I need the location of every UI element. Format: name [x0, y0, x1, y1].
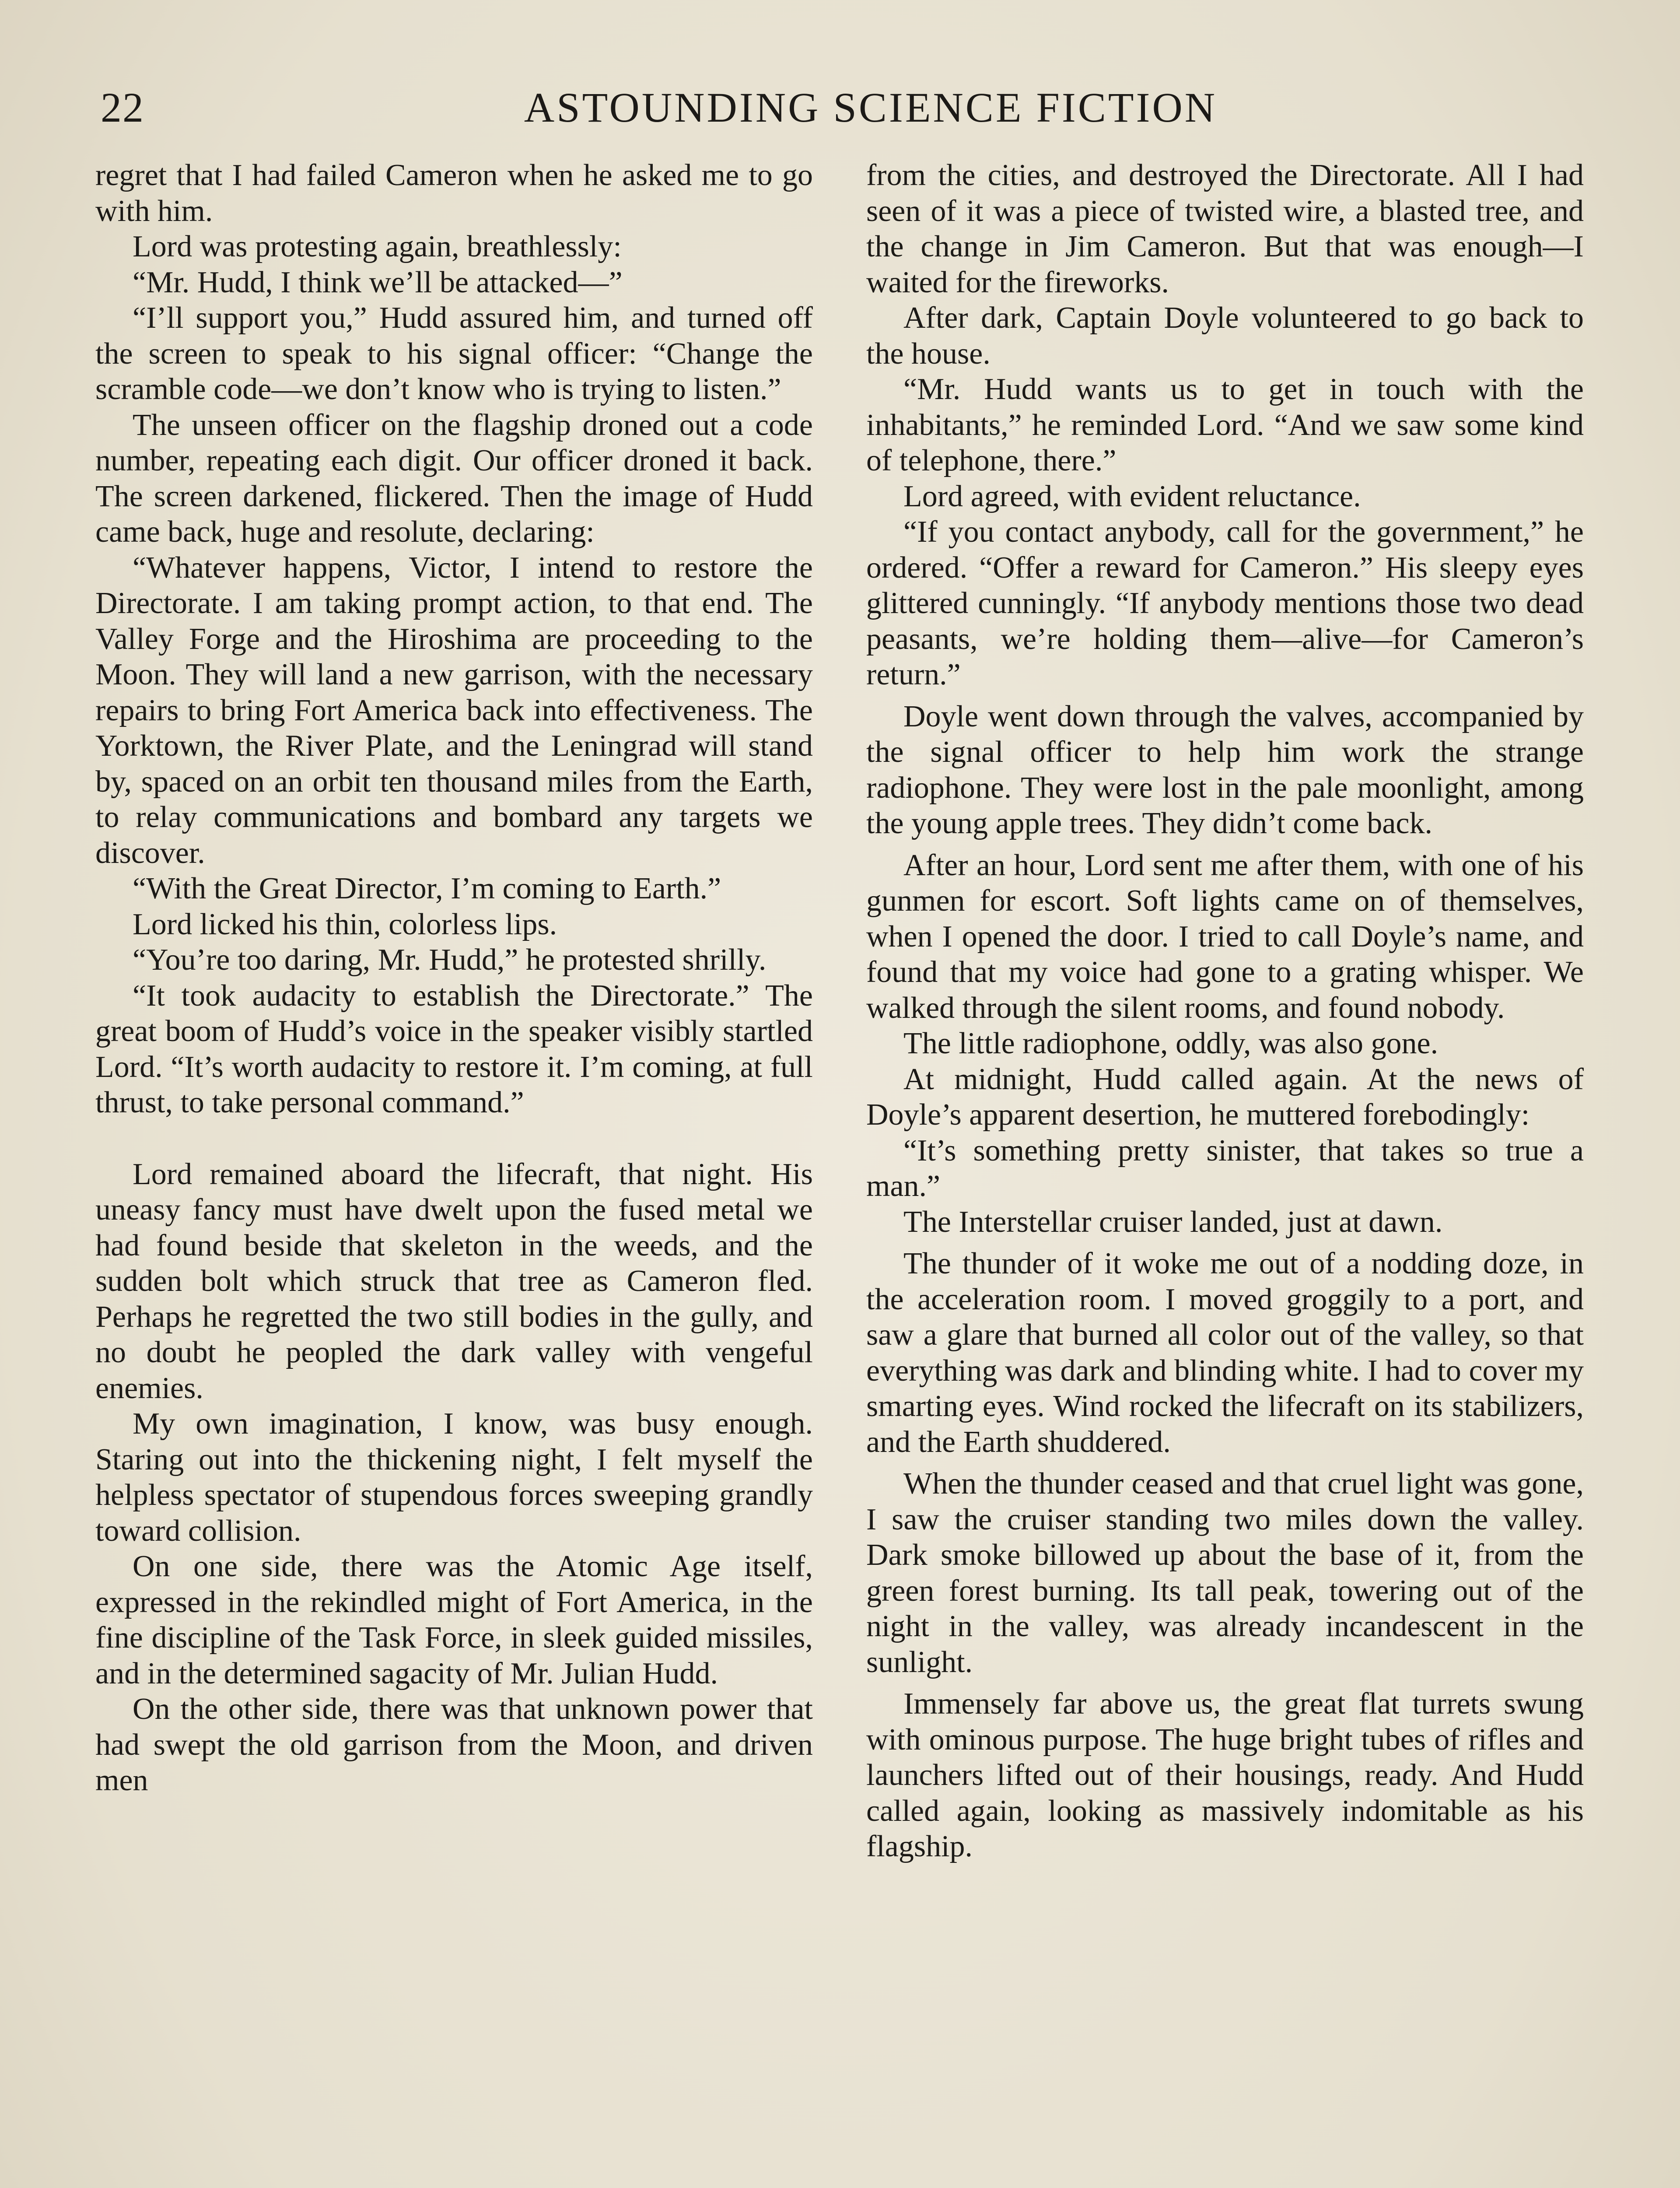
paragraph: When the thunder ceased and that cruel light was gone, I saw the cruiser standing two miles down the valley. Dark smoke billowed up about the base of it, from the green forest burning. Its tall peak, towering out of the night in the valley, was already incandescent in the sunlight.	[866, 1467, 1584, 1679]
paragraph: The thunder of it woke me out of a nodding doze, in the acceleration room. I moved groggily to a port, and saw a glare that burned all color out of the valley, so that everything was dark and blinding white. I had to cover my smarting eyes. Wind rocked the lifecraft on its stabilizers, and the Earth shuddered.	[866, 1247, 1584, 1459]
paragraph: “Whatever happens, Victor, I intend to restore the Directorate. I am taking prompt action, to that end. The Valley Forge and the Hiroshima are proceeding to the Moon. They will land a new garrison, with the necessary repairs to bring Fort America back into effectiveness. The Yorktown, the River Plate, and the Leningrad will stand by, spaced on an orbit ten thousand miles from the Earth, to relay communications and bombard any targets we discover.	[95, 551, 813, 870]
paragraph: from the cities, and destroyed the Directorate. All I had seen of it was a piece of twisted wire, a blasted tree, and the change in Jim Cameron. But that was enough—I waited for the fireworks.	[866, 158, 1584, 299]
paragraph: Lord agreed, with evident reluctance.	[903, 479, 1361, 513]
paragraph: At midnight, Hudd called again. At the news of Doyle’s apparent desertion, he muttered forebodingly:	[866, 1062, 1584, 1132]
page-header	[101, 83, 1579, 140]
running-head: ASTOUNDING SCIENCE FICTION	[524, 84, 1218, 131]
paragraph: “It’s something pretty sinister, that takes so true a man.”	[866, 1133, 1584, 1203]
paragraph: The little radiophone, oddly, was also gone.	[903, 1027, 1438, 1060]
paragraph: “Mr. Hudd wants us to get in touch with the inhabitants,” he reminded Lord. “And we saw some kind of telephone, there.”	[866, 372, 1584, 477]
paragraph: Doyle went down through the valves, accompanied by the signal officer to help him work the strange radiophone. They were lost in the pale moonlight, among the young apple trees. They didn’t come back.	[866, 699, 1584, 840]
paragraph: regret that I had failed Cameron when he asked me to go with him.	[95, 158, 813, 228]
paragraph: After dark, Captain Doyle volunteered to go back to the house.	[866, 301, 1584, 371]
paragraph: On the other side, there was that unknown power that had swept the old garrison from the Moon, and driven men	[95, 1692, 813, 1797]
paragraph: Lord licked his thin, colorless lips.	[133, 907, 557, 941]
paragraph: “With the Great Director, I’m coming to Earth.”	[133, 872, 721, 905]
paragraph: The Interstellar cruiser landed, just at dawn.	[903, 1205, 1443, 1239]
right-column	[866, 158, 1584, 1865]
paragraph: “If you contact anybody, call for the government,” he ordered. “Offer a reward for Cameron.” His sleepy eyes glittered cunningly. “If anybody mentions those two dead peasants, we’re holding them—alive—for Cameron’s return.”	[866, 515, 1584, 691]
paragraph: “You’re too daring, Mr. Hudd,” he protested shrilly.	[133, 943, 766, 977]
paragraph: My own imagination, I know, was busy enough. Staring out into the thickening night, I felt myself the helpless spectator of stupendous forces sweeping grandly toward collision.	[95, 1407, 813, 1548]
paragraph: Immensely far above us, the great flat turrets swung with ominous purpose. The huge bright tubes of rifles and launchers lifted out of their housings, ready. And Hudd called again, looking as massively indomitable as his flagship.	[866, 1687, 1584, 1863]
paragraph: After an hour, Lord sent me after them, with one of his gunmen for escort. Soft lights came on of themselves, when I opened the door. I tried to call Doyle’s name, and found that my voice had gone to a grating whisper. We walked through the silent rooms, and found nobody.	[866, 848, 1584, 1025]
paragraph: Lord remained aboard the lifecraft, that night. His uneasy fancy must have dwelt upon the fused metal we had found beside that skeleton in the weeds, and the sudden bolt which struck that tree as Cameron fled. Perhaps he regretted the two still bodies in the gully, and no doubt he peopled the dark valley with vengeful enemies.	[95, 1157, 813, 1405]
paragraph: On one side, there was the Atomic Age itself, expressed in the rekindled might of Fort America, in the fine discipline of the Task Force, in sleek guided missiles, and in the determined sagacity of Mr. Julian Hudd.	[95, 1550, 813, 1690]
paragraph: “I’ll support you,” Hudd assured him, and turned off the screen to speak to his signal officer: “Change the scramble code—we don’t know who is trying to listen.”	[95, 301, 813, 406]
paragraph: “Mr. Hudd, I think we’ll be attacked—”	[133, 265, 623, 299]
paragraph: “It took audacity to establish the Directorate.” The great boom of Hudd’s voice in the speaker visibly startled Lord. “It’s worth audacity to restore it. I’m coming, at full thrust, to take personal command.”	[95, 978, 813, 1119]
paragraph: Lord was protesting again, breathlessly:	[133, 230, 622, 263]
page-number: 22	[101, 84, 144, 131]
paragraph: The unseen officer on the flagship droned out a code number, repeating each digit. Our officer droned it back. The screen darkened, flickered. Then the image of Hudd came back, huge and resolute, declaring:	[95, 408, 813, 549]
left-column	[95, 158, 813, 1799]
